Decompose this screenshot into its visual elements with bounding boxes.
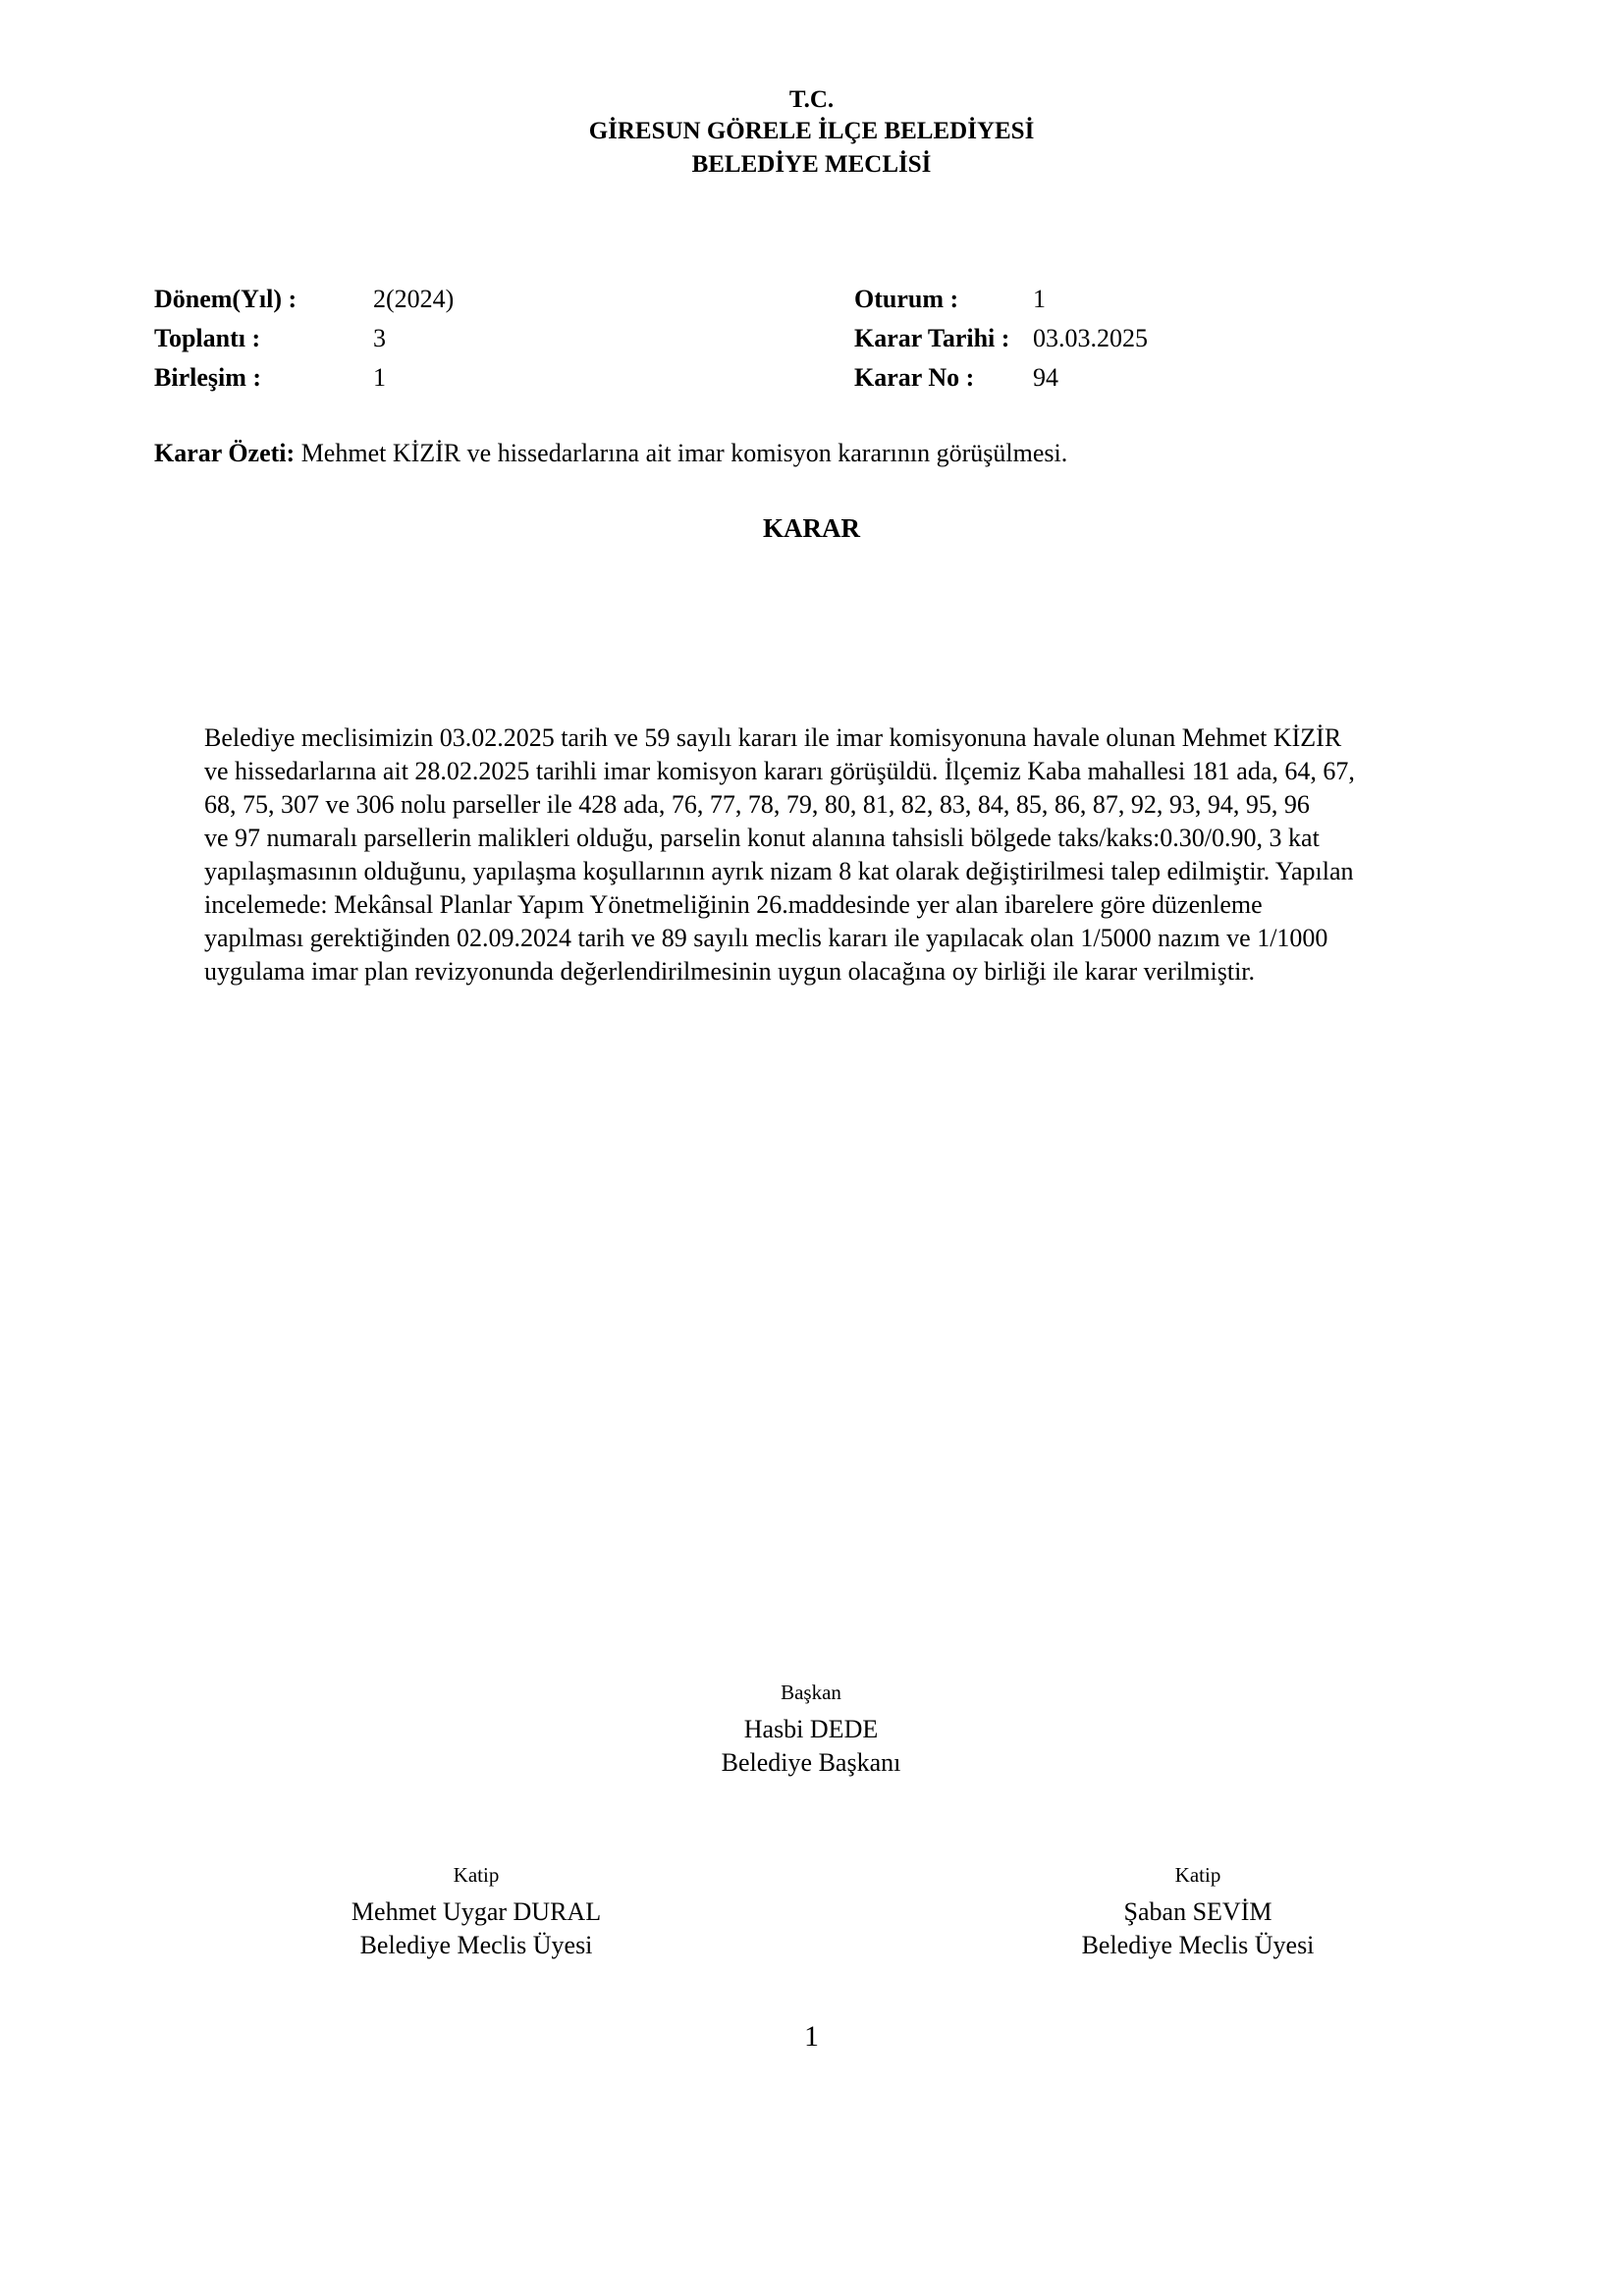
body-line: yapılaşmasının olduğunu, yapılaşma koşullarının ayrık nizam 8 kat olarak değiştirilmesi talep edilmiştir. Yapılan [204, 857, 1354, 885]
president-title: Belediye Başkanı [721, 1748, 901, 1777]
meta-term-label: Dönem(Yıl) : [154, 285, 298, 313]
clerk-right-title: Belediye Meclis Üyesi [1081, 1931, 1315, 1959]
body-line: ve 97 numaralı parsellerin malikleri olduğu, parselin konut alanına tahsisli bölgede taks/kaks:0.30/0.90, 3 kat [204, 824, 1320, 852]
clerk-right-role: Katip [1174, 1863, 1221, 1887]
decision-body [204, 721, 1500, 988]
meta-sitting-label: Oturum : [854, 285, 959, 313]
signature-clerk-left [280, 1863, 673, 1962]
body-line: yapılması gerektiğinden 02.09.2024 tarih ve 89 sayılı meclis kararı ile yapılacak olan 1/5000 nazım ve 1/1000 [204, 924, 1328, 952]
clerk-left-name: Mehmet Uygar DURAL [351, 1897, 602, 1926]
signature-president [615, 1681, 1007, 1780]
signature-clerk-right [1001, 1863, 1394, 1962]
decision-summary [154, 439, 1067, 468]
meta-decision-date-label: Karar Tarihi : [854, 324, 1010, 352]
body-line: uygulama imar plan revizyonunda değerlendirilmesinin uygun olacağına oy birliği ile karar verilmiştir. [204, 957, 1256, 986]
meta-session-label: Birleşim : [154, 363, 262, 392]
clerk-left-role: Katip [453, 1863, 500, 1887]
decision-title: KARAR [763, 513, 860, 543]
meta-decision-no-value: 94 [1033, 363, 1058, 392]
header-municipality: GİRESUN GÖRELE İLÇE BELEDİYESİ [588, 118, 1035, 144]
meta-meeting-label: Toplantı : [154, 324, 261, 352]
meta-meeting-value: 3 [373, 324, 386, 352]
body-line: incelemede: Mekânsal Planlar Yapım Yönetmeliğinin 26.maddesinde yer alan ibarelere göre düzenleme [204, 890, 1263, 919]
president-role: Başkan [781, 1681, 841, 1704]
body-line: Belediye meclisimizin 03.02.2025 tarih ve 59 sayılı kararı ile imar komisyonuna havale olunan Mehmet KİZİR [204, 723, 1342, 752]
summary-text: Mehmet KİZİR ve hissedarlarına ait imar komisyon kararının görüşülmesi. [300, 439, 1068, 467]
clerk-left-title: Belediye Meclis Üyesi [359, 1931, 593, 1959]
meta-sitting-value: 1 [1033, 285, 1046, 313]
body-line: 68, 75, 307 ve 306 nolu parseller ile 428 ada, 76, 77, 78, 79, 80, 81, 82, 83, 84, 85, 86, 87, 92, 93, 94, 95, 96 [204, 790, 1310, 819]
meta-decision-date-value: 03.03.2025 [1033, 324, 1148, 352]
body-line: ve hissedarlarına ait 28.02.2025 tarihli imar komisyon kararı görüşüldü. İlçemiz Kaba mahallesi 181 ada, 64, 67, [204, 757, 1355, 785]
header-line-tc: T.C. [788, 86, 835, 113]
meta-term-value: 2(2024) [373, 285, 455, 313]
president-name: Hasbi DEDE [743, 1715, 879, 1743]
summary-label: Karar Özeti: [154, 439, 296, 467]
page-number: 1 [804, 2020, 819, 2053]
clerk-right-name: Şaban SEVİM [1123, 1897, 1272, 1926]
meta-session-value: 1 [373, 363, 386, 392]
meta-decision-no-label: Karar No : [854, 363, 975, 392]
header-council: BELEDİYE MECLİSİ [691, 151, 932, 178]
